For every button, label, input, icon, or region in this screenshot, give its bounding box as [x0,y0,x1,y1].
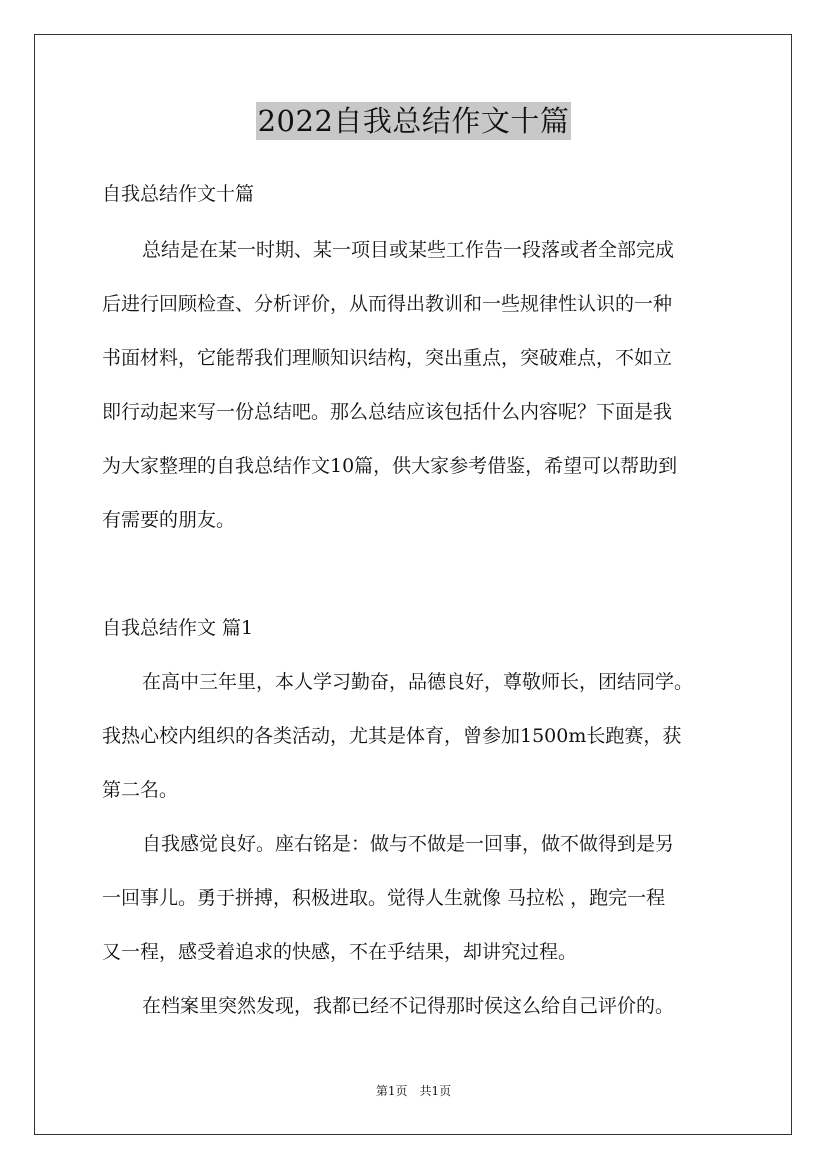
section-line-4: 自我感觉良好。座右铭是：做与不做是一回事，做不做得到是另 [142,833,675,855]
section-line-3: 第二名。 [102,779,179,801]
intro-line-5: 为大家整理的自我总结作文10篇，供大家参考借鉴，希望可以帮助到 [102,455,678,477]
intro-line-1: 总结是在某一时期、某一项目或某些工作告一段落或者全部完成 [142,239,675,261]
section-line-6: 又一程，感受着追求的快感，不在乎结果，却讲究过程。 [102,941,578,963]
page-number-footer: 第1页 共1页 [375,1084,452,1098]
section-line-2: 我热心校内组织的各类活动，尤其是体育，曾参加1500m长跑赛，获 [102,725,682,747]
subtitle: 自我总结作文十篇 [102,183,255,205]
section-heading: 自我总结作文 篇1 [102,617,254,639]
intro-line-3: 书面材料，它能帮我们理顺知识结构，突出重点，突破难点，不如立 [102,347,673,369]
intro-line-2: 后进行回顾检查、分析评价，从而得出教训和一些规律性认识的一种 [102,293,673,315]
intro-line-6: 有需要的朋友。 [102,509,236,531]
section-line-5: 一回事儿。勇于拼搏，积极进取。觉得人生就像 马拉松 ，跑完一程 [102,887,666,909]
title-container [0,102,827,140]
section-line-1: 在高中三年里，本人学习勤奋，品德良好，尊敬师长，团结同学。 [142,671,694,693]
document-title: 2022自我总结作文十篇 [257,104,570,138]
intro-line-4: 即行动起来写一份总结吧。那么总结应该包括什么内容呢？下面是我 [102,401,673,423]
section-line-7: 在档案里突然发现，我都已经不记得那时侯这么给自己评价的。 [142,995,675,1017]
